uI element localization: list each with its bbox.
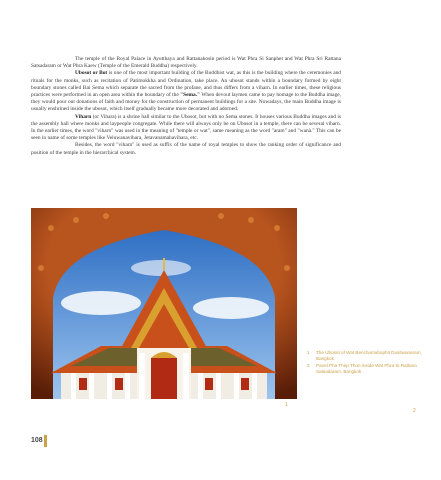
ubosot-body: is one of the most important building of the Buddhist wat, as this is the building where the ceremonies and rituals for the monks, such as recitation of Patimokkha and Ordination, take place. An ubosot stands within a boundary formed by eight boundary stones called Bai Sema which separate the sacred from the profane, and thus differs from a viharn. In earlier times, these religious practices were performed in an open area within the boundary of the [31,70,342,99]
paragraph-ubosot [31,70,341,113]
viharn-body: (or Vihara) is a shrine hall similar to the Ubosot, but with no Sema stones. It houses various Buddha images and is the assembly hall where monks and laypeople congregate. While there will always only be on Ubosot in a temple, there can be several viharn. In the earlier times, the word "viharn" was used in the meaning of "temple or wat", same meaning as the word "aram" and "wanà." This can be seen in name of some temples like Veluwanavihara, Jetavanamahavihara, etc. [31,113,341,142]
caption-text: Panel Pha Thep Thon inside Wat Phra Si Rattana Satsadaram, Bangkok [316,362,417,375]
term-sema: "Sema." [180,92,201,99]
caption-item [307,350,425,363]
temple-photo [31,208,297,399]
paragraph-suffix: Besides, the word "viharn" is used as suffix of the name of royal temples to show the ranking order of significance and position of the temple in the hierarchical system. [31,142,341,156]
body-text [31,56,341,157]
corner-number: 2 [413,408,416,414]
temple-illustration [31,208,297,399]
caption-number: 2 [307,362,310,368]
page-number-bar [44,435,47,447]
ubosot-tail: When devout laymen came to pay homage to the Buddha image, they would pour out donations of faith and money for the construction of permanent buildings for a site. Nowadays, the main Buddha image is usually enshrined inside the ubosot, which itself gradually became more decorated and adorned. [31,92,341,113]
photo-captions [307,350,425,376]
caption-number: 1 [307,350,310,355]
term-ubosot: Ubosot or Bot [75,70,108,77]
paragraph-viharn [31,114,341,143]
term-viharn: Viharn [75,113,92,120]
caption-item [307,363,425,376]
caption-text: The Ubosot of Wat Benchamabophit Dusitwanaram, Bangkok [316,350,422,362]
paragraph-royal-temples: The temple of the Royal Palace in Ayutthaya and Rattanakosin period is Wat Phra Si Sanphet and Wat Phra Sri Rattana Satsadaram or Wat Phra Kaew (Temple of the Emerald Buddha) respectively. [31,56,341,70]
photo-number: 1 [285,402,288,408]
page-number: 108 [31,437,43,444]
